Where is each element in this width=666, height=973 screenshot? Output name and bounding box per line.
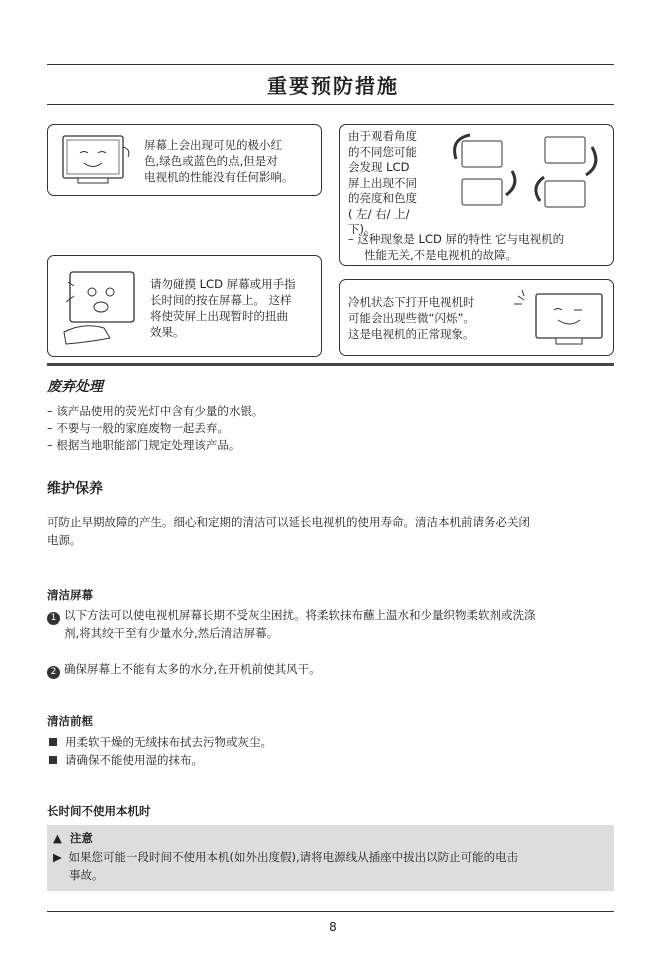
- tv-winking-icon: [508, 286, 608, 352]
- square-bullet-icon: [49, 756, 57, 764]
- caution-line: [53, 849, 518, 866]
- disposal-item: – 不要与一般的家庭废物一起丢弃。: [47, 421, 229, 435]
- box3-line: 将使荧屏上出现暂时的扭曲: [150, 309, 288, 323]
- clean-screen-step-2: [47, 661, 321, 679]
- touch-screen-note-box: [47, 255, 322, 357]
- disposal-item: – 根据当地职能部门规定处理该产品。: [47, 438, 241, 452]
- page-title: 重要预防措施: [267, 74, 399, 98]
- clean-frame-title: 清洁前框: [47, 714, 93, 728]
- clean-screen-step-1: [47, 607, 614, 625]
- box1-line: 屏幕上会出现可见的极小红: [144, 138, 282, 152]
- step1-line: 剂,将其绞干至有少量水分,然后清洁屏幕。: [64, 626, 279, 640]
- bottom-rule: [47, 911, 614, 912]
- section-rule: [47, 363, 614, 366]
- box2-line: 的亮度和色度: [348, 191, 417, 205]
- maintenance-intro-line: 电源。: [47, 533, 82, 547]
- step-number-1: 1: [47, 612, 60, 625]
- clean-frame-item-text: 用柔软干燥的无绒抹布拭去污物或灰尘。: [65, 735, 272, 749]
- box4-line: 可能会出现些微“闪烁”。: [348, 311, 475, 325]
- top-rule: [47, 64, 614, 65]
- box2-note-line: – 这种现象是 LCD 屏的特性 它与电视机的: [348, 232, 565, 246]
- box1-line: 色,绿色或蓝色的点,但是对: [144, 154, 278, 168]
- pixel-dots-note-box: [47, 124, 322, 196]
- caution-box: [47, 825, 614, 891]
- tv-angles-icon: [450, 129, 610, 219]
- step1-line: 以下方法可以使电视机屏幕长期不受灰尘困扰。将柔软抹布蘸上温水和少量织物柔软剂或洗涤: [64, 608, 536, 622]
- box2-line: 会发现 LCD: [348, 160, 410, 174]
- clean-frame-item: [49, 752, 203, 769]
- title-rule: [47, 104, 614, 105]
- tv-pressed-icon: [56, 262, 144, 350]
- tv-smiling-icon: [60, 133, 132, 189]
- arrow-bullet-icon: ▶: [53, 850, 62, 864]
- clean-frame-item: [49, 734, 272, 751]
- box2-note-line: 性能无关,不是电视机的故障。: [364, 248, 518, 262]
- disposal-item: – 该产品使用的荧光灯中含有少量的水银。: [47, 404, 264, 418]
- step2-line: 确保屏幕上不能有太多的水分,在开机前使其风干。: [64, 662, 321, 676]
- flicker-note-box: [339, 279, 614, 356]
- box2-line: 下)。: [348, 222, 376, 236]
- caution-header: [53, 830, 93, 847]
- disposal-title: 废弃处理: [47, 379, 103, 395]
- step-number-2: 2: [47, 666, 60, 679]
- clean-screen-title: 清洁屏幕: [47, 588, 93, 602]
- box2-line: 屏上出现不同: [348, 175, 417, 190]
- page-number: 8: [329, 920, 337, 934]
- maintenance-intro-line: 可防止早期故障的产生。细心和定期的清洁可以延长电视机的使用寿命。清洁本机前请务必关闭: [47, 515, 530, 529]
- box2-line: 的不同您可能: [348, 144, 417, 159]
- box2-line: 由于观看角度: [348, 129, 417, 143]
- caution-text-line: 事故。: [69, 868, 104, 882]
- square-bullet-icon: [49, 738, 57, 746]
- box1-line: 电视机的性能没有任何影响。: [144, 170, 294, 184]
- clean-frame-item-text: 请确保不能使用湿的抹布。: [65, 753, 203, 767]
- box3-line: 请勿碰摸 LCD 屏幕或用手指: [150, 277, 296, 291]
- warning-icon: ▲: [53, 831, 62, 845]
- box2-line: ( 左/ 右/ 上/: [348, 206, 410, 221]
- box3-line: 效果。: [150, 325, 185, 339]
- box4-line: 冷机状态下打开电视机时: [348, 295, 475, 309]
- caution-label: 注意: [69, 831, 93, 845]
- caution-text-line: 如果您可能一段时间不使用本机(如外出度假),请将电源线从插座中拔出以防止可能的电击: [68, 850, 519, 864]
- maintenance-title: 维护保养: [47, 481, 103, 497]
- viewing-angle-note-box: [339, 124, 614, 266]
- box3-line: 长时间的按在屏幕上。 这样: [150, 293, 292, 307]
- long-time-title: 长时间不使用本机时: [47, 804, 151, 818]
- box4-line: 这是电视机的正常现象。: [348, 327, 475, 341]
